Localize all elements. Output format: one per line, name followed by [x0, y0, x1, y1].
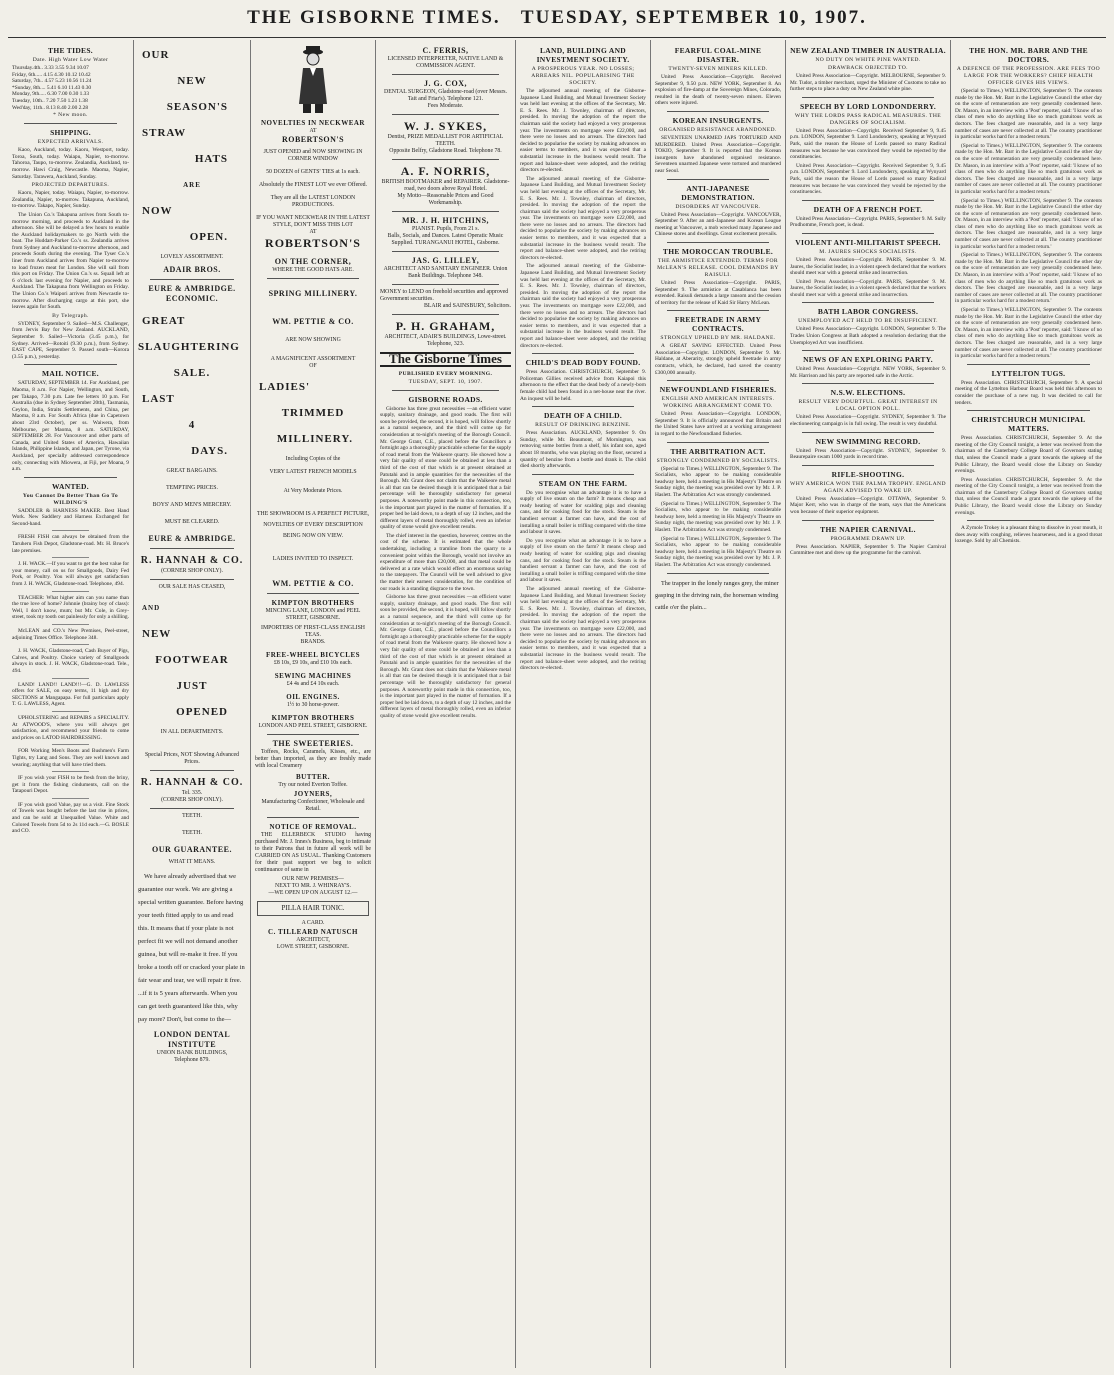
shipping-heading: SHIPPING.	[50, 128, 91, 138]
lowe-street: LOWE STREET, GISBORNE.	[276, 943, 350, 950]
wanted-heading: WANTED.	[52, 481, 89, 491]
londonderry-sub: WHY THE LORDS PASS RADICAL MEASURES. THE DANGERS OF SOCIALISM.	[794, 112, 942, 126]
tides-row: *Sunday, 8th.... 5.41 6.10 11.43 0.30	[12, 84, 92, 91]
butter: BUTTER.	[295, 773, 331, 781]
divider	[52, 711, 89, 712]
rifle-heading: RIFLE-SHOOTING.	[831, 469, 905, 479]
special-prices: Special Prices, NOT Showing Advanced Prices.	[144, 752, 240, 765]
telegraph-heading: By Telegraph.	[52, 312, 89, 319]
newfoundland-heading: NEWFOUNDLAND FISHERIES.	[659, 385, 777, 395]
barr-doctors-text: (Special to Times.) WELLINGTON, September 9. The contents made by the Hon. Mr. Barr in the Legislative Council the other day on the score of remuneration are very generally condemned here. Dr. Mason, in an interview with a 'Post' reporter, said: 'I know of no class of men who do anything like so much gratuitous work as doctors. The fees charged are reasonable, and in a very large number of cases are never collected at all. The country practitioner in particular works hard for a modest return.'	[955, 88, 1102, 141]
divider	[392, 211, 499, 212]
moroccan-sub: THE ARMISTICE EXTENDED. TERMS FOR McLEAN'S RELEASE. COOL DEMANDS BY RAISULI.	[657, 257, 779, 278]
tides-table	[12, 65, 129, 111]
korean-heading: KOREAN INSURGENTS.	[672, 115, 764, 125]
steam-farm-text: Do you recognise what an advantage it is to have a supply of live steam on the farm? It means cheap and ready heating of water for scalding pigs and cleaning cans, and for cooking food for the stock. Steam is the handiest servant a farmer can have, and the cost of installing a small boiler is trifling compared with the time and labour it saves.	[520, 489, 646, 536]
if-you-want: IF YOU WANT NECKWEAR IN THE LATEST STYLE, DON'T MISS THIS LOT	[256, 215, 370, 228]
land-society-heading: LAND, BUILDING AND INVESTMENT SOCIETY.	[536, 46, 630, 64]
sewing-machines: SEWING MACHINES	[274, 672, 352, 680]
must-be-cleared: MUST BE CLEARED.	[164, 519, 220, 525]
barr-doctors-text: (Special to Times.) WELLINGTON, September 9. The contents made by the Hon. Mr. Barr in the Legislative Council the other day on the score of remuneration are very generally condemned here. Dr. Mason, in an interview with a 'Post' reporter, said: 'I know of no class of men who do anything like so much gratuitous work as doctors. The fees charged are reasonable, and in a very large number of cases are never collected at all. The country practitioner in particular works hard for a modest return.'	[955, 307, 1102, 360]
of: OF	[309, 363, 317, 369]
exploring-party-heading: NEWS OF AN EXPLORING PARTY.	[803, 355, 933, 365]
masthead-rule	[8, 37, 1106, 38]
barr-doctors-text: (Special to Times.) WELLINGTON, September 9. The contents made by the Hon. Mr. Barr in the Legislative Council the other day on the score of remuneration are very generally condemned here. Dr. Mason, in an interview with a 'Post' reporter, said: 'I know of no class of men who do anything like so much gratuitous work as doctors. The fees charged are reasonable, and in a very large number of cases are never collected at all. The country practitioner in particular works hard for a modest return.'	[955, 252, 1102, 305]
anti-militarist-text: United Press Association—Copyright. PARIS, September 9. M. Jaures, the Socialist leader, in a violent speech declared that the workers should meet war with a general strike and insurrection.	[790, 256, 946, 277]
anti-militarist-sub: M. JAURES SHOCKS SOCIALISTS.	[819, 248, 917, 255]
fees: Fees Moderate.	[427, 103, 464, 109]
finest-lot: Absolutely the FINEST LOT we ever Offered.	[258, 182, 368, 188]
arbitration-text: (Special to Times.) WELLINGTON, September 9. The Socialists, who appear to be making considerable headway here, held a meeting in His Majesty's Theatre on Sunday night, the meeting was presided over by Mr. J. P. Haslett. The Arbitration Act was strongly condemned.	[655, 465, 781, 498]
projected-departures-heading: PROJECTED DEPARTURES.	[31, 182, 110, 189]
robertsons: ROBERTSON'S	[265, 236, 361, 250]
hitchins: MR. J. H. HITCHINS,	[401, 216, 490, 225]
nsw-elections-sub: RESULT VERY DOUBTFUL. GREAT INTEREST IN LOCAL OPTION POLL.	[798, 399, 938, 413]
nsw-elections-heading: N.S.W. ELECTIONS.	[830, 388, 906, 398]
death-child-sub: RESULT OF DRINKING BENZINE.	[535, 422, 631, 429]
joyners: JOYNERS,	[293, 790, 333, 798]
land-society-text: The adjourned annual meeting of the Gisborne-Japanese Land Building, and Mutual Investment Society was held last evening at the offices of the Secretary, Mr. E. S. Rees. Mr. J. Townley, chairman of directors, presided. In moving the adoption of the report the chairman said the society had enjoyed a very prosperous year. The investments on mortgage were £22,000, and there were no losses and no arrears. The directors had decided to popularise the society by making advances on easier terms to members, and it was expected that a substantial increase in the business would result. The report and balance-sheet were adopted, and the retiring directors re-elected.	[520, 263, 646, 349]
cox-sub: DENTAL SURGEON, Gladstone-road (over Messrs. Tait and Friar's). Telephone 121.	[384, 89, 507, 102]
divider	[967, 520, 1090, 521]
freetrade-text: A GREAT SAVING EFFECTED. United Press Association—Copyright. LONDON, September 9. Mr. Haldane, at Aberarity, strongly upheld freetrade in army contracts, which, he declared, had saved the country £300,000 annually.	[655, 343, 781, 376]
tides-row: Saturday, 7th.. 4.57 5.23 10.56 11.24	[12, 78, 92, 85]
arbitration-sub: STRONGLY CONDEMNED BY SOCIALISTS.	[656, 457, 780, 464]
divider	[24, 477, 117, 478]
telephone: Tel. 335.	[181, 790, 203, 796]
divider	[667, 242, 769, 243]
column-cables-2	[786, 40, 950, 1368]
classified-ad: J. H. WACK, Gladstone-road, Cash Buyer of Pigs, Calves, and Poultry. Choice variety of Smallgoods always in stock. J. H. WACK, Gladstone-road. Tele., 494.	[12, 648, 129, 674]
land-society-text: The adjourned annual meeting of the Gisborne-Japanese Land Building, and Mutual Investment Society was held last evening at the offices of the Secretary, Mr. E. S. Rees. Mr. J. Townley, chairman of directors, presided. In moving the adoption of the report the chairman said the society had enjoyed a very prosperous year. The investments on mortgage were £22,000, and there were no losses and no arrears. The directors had decided to popularise the society by making advances on easier terms to members, and it was expected that a substantial increase in the business would result. The report and balance-sheet were adopted, and the retiring directors re-elected.	[520, 88, 646, 174]
classified-ad: J. H. WACK.—If you want to get the best value for your money, call on us for Smallgoods, Dairy Fed Pork, or Poultry. You will always get satisfaction from J. H. WACK, Gladstone-road. Telephone, 494.	[12, 561, 129, 588]
showroom-text: THE SHOWROOM IS A PERFECT PICTURE, NOVELTIES OF EVERY DESCRIPTION BEING NOW ON VIEW.	[257, 511, 369, 539]
divider	[667, 380, 769, 381]
editorial-text: Gisborne has three great necessities —an efficient water supply, sanitary drainage, and good roads. The first will soon be provided, the second, it is hoped, will follow shortly as a natural sequence, and the third will come up for consideration at to-night's meeting of the Borough Council. Mr. George Grant, C.E., placed before the Councillors a fortnight ago a thoroughly practicable scheme for the supply of road metal from the Waikeore quarry. He showed how a very fair quality of stone could be obtained at less than a third of the cost of that which is at present obtained at Patutahi and in ample quantities for the necessities of the Borough. Mr. Grant does not claim that the Waikeore metal is all that can be desired though it is anticipated that a fair percentage will be thoroughly satisfactory for general purposes. A noteworthy point made in this connection, too, is the important part played in the matter of formation. If a proper bed be laid down, to a depth of say 12 inches, and the different layers of metal thoroughly rolled, even an inferior quality of stone would give excellent results.	[380, 594, 511, 719]
divider	[52, 798, 89, 799]
dental-address: UNION BANK BUILDINGS,	[156, 1050, 228, 1056]
napier-carnival-text: Press Association. NAPIER, September 9. The Napier Carnival Committee met and drew up the programme for the carnival.	[790, 543, 946, 557]
gisborne-times-nameplate: The Gisborne Times	[380, 352, 511, 367]
divider	[392, 314, 499, 315]
child-body-text: Press Association. CHRISTCHURCH, September 9. Policeman Gillies received advice from Kaiapoi this afternoon to the effect that the dead body of a newly-born female child had been found in a net-house near the river. An inquest will be held.	[520, 369, 646, 402]
mail-notice-heading: MAIL NOTICE.	[42, 369, 99, 379]
steam-farm-text: The adjourned annual meeting of the Gisborne-Japanese Land Building, and Mutual Investment Society was held last evening at the offices of the Secretary, Mr. E. S. Rees. Mr. J. Townley, chairman of directors, presided. In moving the adoption of the report the chairman said the society had enjoyed a very prosperous year. The investments on mortgage were £22,000, and there were no losses and no arrears. The directors had decided to popularise the society by making advances on easier terms to members, and it was expected that a substantial increase in the business would result. The report and balance-sheet were adopted, and the retiring directors re-elected.	[520, 586, 646, 672]
free-wheel-bicycles: FREE-WHEEL BICYCLES	[265, 651, 361, 659]
freetrade-sub: STRONGLY UPHELD BY MR. HALDANE.	[660, 335, 776, 342]
lyttelton-tugs-text: Press Association. CHRISTCHURCH, September 9. A special meeting of the Lyttelton Harbour Board was held this afternoon to consider the purchase of a new tug. It was decided to call for tenders.	[955, 379, 1102, 406]
norris-sub: BRITISH BOOTMAKER and REPAIRER. Gladstone-road, two doors above Royal Hotel.	[381, 179, 510, 192]
tides-note: * New moon.	[53, 112, 88, 119]
divider	[52, 771, 89, 772]
editorial-text: Gisborne has three great necessities —an efficient water supply, sanitary drainage, and good roads. The first will soon be provided, the second, it is hoped, will follow shortly as a natural sequence, and the third will come up for consideration at to-night's meeting of the Borough Council. Mr. George Grant, C.E., placed before the Councillors a fortnight ago a thoroughly practicable scheme for the supply of road metal from the Waikeore quarry. He showed how a very fair quality of stone could be obtained at less than a third of the cost of that which is at present obtained at Patutahi and in ample quantities for the necessities of the Borough. Mr. Grant does not claim that the Waikeore metal is all that can be desired though it is anticipated that a fair percentage will be thoroughly satisfactory for general purposes. A noteworthy point made in this connection, too, is the important part played in the matter of formation. If a proper bed be laid down, to a depth of say 12 inches, and the different layers of metal thoroughly rolled, even an inferior quality of stone would give excellent results.	[380, 405, 511, 531]
arbitration-heading: THE ARBITRATION ACT.	[670, 446, 766, 456]
death-child-text: Press Association. AUCKLAND, September 9. On Sunday, while Mr. Beaumont, of Mornington, was removing some bottles from a shelf, his infant son, aged about 18 months, who was playing on the floor, secured a quantity of benzine from a bottle and drank it. The child died shortly afterwards.	[520, 430, 646, 470]
newfoundland-text: United Press Association—Copyright. LONDON, September 9. It is officially announced that Britain and the United States have arrived at a working arrangement in regard to the Newfoundland fisheries.	[655, 411, 781, 438]
tides-row: Friday, 6th..... 4.15 4.30 10.12 10.42	[12, 71, 91, 78]
joyners-sub: Manufacturing Confectioner, Wholesale and Retail.	[261, 799, 365, 812]
londonderry-text: United Press Association—Copyright. Received September 9, 9.45 p.m. LONDON, September 9. Lord Londonderry, speaking at Wynyard Park, said the reason the House of Lords passed so many Radical measures was because he was convinced they would be rejected by the constituencies.	[790, 162, 946, 196]
moderate-prices: At Very Moderate Prices.	[283, 488, 343, 494]
a-card: A CARD.	[301, 919, 325, 926]
coal-disaster-text: United Press Association—Copyright. Received September 9, 9.50 p.m. NEW YORK, September 8. An explosion of fire-damp at the Sovereign Mines, Colorado, resulted in the death of twenty-seven miners. Eleven others were injured.	[655, 74, 781, 107]
spring-millinery: SPRING MILLINERY.	[268, 289, 358, 298]
london-dental-institute: LONDON DENTAL INSTITUTE	[153, 1030, 231, 1049]
child-body-heading: CHILD'S DEAD BODY FOUND.	[525, 358, 641, 368]
corner-shop: (CORNER SHOP ONLY).	[161, 797, 223, 803]
moroccan-heading: THE MOROCCAN TROUBLE.	[662, 246, 774, 256]
teeth-label: TEETH.	[182, 813, 202, 819]
divider	[802, 200, 934, 201]
classified-ad: IF you wish good Value, pay us a visit. Fine Stock of Towels was bought before the last rise in prices, and can be sold at Unequalled Value. White and Colored Towels from 5d to 2s 11d each.—G. BOSLE and CO.	[12, 801, 129, 835]
hannah-co: R. HANNAH & CO.	[140, 777, 244, 788]
importers: IMPORTERS OF FIRST-CLASS ENGLISH TEAS.	[261, 625, 365, 638]
new-footwear-ad: AND NEW FOOTWEAR JUST OPENED	[142, 604, 229, 718]
anti-militarist-text: United Press Association—Copyright. PARIS, September 9. M. Jaures, the Socialist leader, in a violent speech declared that the workers should meet war with a general strike and insurrection.	[790, 278, 946, 298]
sykes-sub: Dentist, PRIZE MEDALLIST FOR ARTIFICIAL TEETH.	[387, 134, 504, 147]
divider	[150, 808, 234, 809]
everton-toffee: Try our noted Everton Toffee.	[278, 782, 348, 788]
good-hats: WHERE THE GOOD HATS ARE.	[272, 267, 354, 273]
coal-disaster-heading: FEARFUL COAL-MINE DISASTER.	[674, 46, 762, 64]
at: AT	[309, 229, 317, 235]
kimpton-brothers: KIMPTON BROTHERS	[271, 714, 355, 722]
guarantee-text: We have already advertised that we guarantee our work. We are giving a special written guarantee. Before having your teeth fitted apply to us and read this. It means that if your plate is not perfect fit we will not demand another guinea, but will re-make it free. If you broke a tooth off or cracked your plate in fair wear and tear, we will repair it free. ...if it is 5 years afterwards. When you can get teeth guaranteed like this, why pay more? Don't, but come to the—	[138, 873, 245, 1023]
pettie-co: WM. PETTIE & CO.	[272, 579, 354, 588]
divider	[52, 557, 89, 558]
classified-ad: FOR Working Men's Boots and Bushmen's Farm Tights, try Lang and Sons. They are well known and wearing; anything that will have tried them.	[12, 748, 129, 768]
divider	[392, 159, 499, 160]
sykes: W. J. SYKES,	[403, 119, 488, 133]
divider	[532, 474, 634, 475]
land-society-sub: A PROSPEROUS YEAR. NO LOSSES; ARREARS NIL. POPULARISING THE SOCIETY.	[531, 66, 635, 86]
at: AT	[309, 128, 317, 134]
tides-row: Wed'day, 11th.. 8.13 8.40 2.00 2.28	[12, 104, 89, 111]
norris: A. F. NORRIS,	[400, 164, 491, 178]
newfoundland-sub: ENGLISH AND AMERICAN INTERESTS. WORKING ARRANGEMENT COME TO.	[661, 396, 775, 410]
removal-text: THE ELLERBECK STUDIO having purchased Mr. J. Innes's Business, beg to intimate to their Patrons that in future all work will be CARRIED ON AS USUAL. Thanking Customers for their past support we beg to solicit continuance of same in	[255, 832, 371, 873]
graham-sub: ARCHITECT, ADAIR'S BUILDINGS, Lowe-street. Telephone, 323.	[384, 334, 507, 347]
telegraph-text: SYDNEY, September 9. Sailed—M.S. Challenger, from Jervis Bay for New Zealand. AUCKLAND, September 9. Sailed—Victoria (3.45 p.m.), for Sydney. Arrived—Rotoiti (9.30 p.m.), from Sydney. EAST CAPE, September 9. Passed south—Korora (3.55 p.m.), yesterday.	[12, 320, 129, 360]
just-opened: JUST OPENED and NOW SHOWING IN CORNER WINDOW	[263, 149, 363, 162]
corner-shop: (CORNER SHOP ONLY).	[161, 568, 223, 574]
divider	[267, 734, 359, 735]
timber-heading: NEW ZEALAND TIMBER IN AUSTRALIA.	[790, 46, 946, 55]
divider	[150, 770, 234, 771]
land-society-text: The adjourned annual meeting of the Gisborne-Japanese Land Building, and Mutual Investment Society was held last evening at the offices of the Secretary, Mr. E. S. Rees. Mr. J. Townley, chairman of directors, presided. In moving the adoption of the report the chairman said the society had enjoyed a very prosperous year. The investments on mortgage were £22,000, and there were no losses and no arrears. The directors had decided to popularise the society by making advances on easier terms to members, and it was expected that a substantial increase in the business would result. The report and balance-sheet were adopted, and the retiring directors re-elected.	[520, 175, 646, 261]
column-cables-1	[651, 40, 785, 1368]
gents-ties: 50 DOZEN of GENTS' TIES at 1s each.	[266, 169, 360, 175]
arbitration-text: (Special to Times.) WELLINGTON, September 9. The Socialists, who appear to be making considerable headway here, held a meeting in His Majesty's Theatre on Sunday night, the meeting was presided over by Mr. J. P. Haslett. The Arbitration Act was strongly condemned.	[655, 535, 781, 568]
oil-engines: OIL ENGINES.	[286, 693, 340, 701]
dental-telephone: Telephone 879.	[174, 1057, 210, 1063]
french-poet-heading: DEATH OF A FRENCH POET.	[813, 204, 923, 214]
classified-ad: SADDLER & HARNESS MAKER. Best Hand Work. New Saddlery and Harness Exchanged for Second-hand.	[12, 507, 129, 527]
classified-ad: FRESH FISH can always be obtained from the Taruheru Fish Depot, Gladstone-road. Mr. H. Bruce's late premises.	[12, 534, 129, 554]
classified-ad: TEACHER: What higher aim can you name than the true love of home? Johnnie (brainy boy of class): Well, I don't know, mum; but Mr. Cole, in Grey-street, took my tooth out painlessly for only a shilling.	[12, 594, 129, 621]
published-every-morning: PUBLISHED EVERY MORNING.	[398, 370, 493, 377]
divider	[267, 593, 359, 594]
editorial-heading: GISBORNE ROADS.	[408, 394, 483, 404]
tides-row: Thursday.4th.. 3.33 3.55 9.34 10.07	[12, 65, 89, 71]
new-premises: OUR NEW PREMISES—	[282, 876, 344, 882]
trimmed-millinery-ad: LADIES' TRIMMED MILLINERY.	[259, 381, 353, 445]
divider	[52, 644, 89, 645]
divider	[667, 179, 769, 180]
eure-ambridge: EURE & AMBRIDGE.	[148, 284, 236, 293]
divider	[150, 279, 234, 280]
column-professional-editorial	[376, 40, 515, 1368]
divider	[667, 310, 769, 311]
sykes-address: Opposite Belfry, Gladstone Road. Telephone 78.	[389, 148, 502, 154]
great-bargains: GREAT BARGAINS.	[166, 468, 218, 474]
sale-ceased: OUR SALE HAS CEASED,	[158, 584, 226, 590]
expected-arrivals-text: Kaoo, Auckland, today. Kaoru, Westport, today. Toroa, South, today. Waiapu, Napier, to-morrow. Tahoroa, Taupo, to-morrow. Zealandia, Auckland, to-morrow. Hawi Craig, Newcastle. Maoma, Napier, Saturday. Tarawera, Auckland, Sunday.	[12, 147, 129, 180]
french-poet-text: United Press Association—Copyright. PARIS, September 9. M. Sully Prudhomme, French poet, is dead.	[790, 215, 946, 229]
natusch: C. TILLEARD NATUSCH	[268, 927, 358, 936]
timber-text: United Press Association—Copyright. MELBOURNE, September 9. Mr. Tudor, a timber merchant, urged the Minister of Customs to take no further steps to place a duty on New Zealand white pine.	[790, 73, 946, 93]
tides-heading: THE TIDES.	[48, 46, 93, 55]
what-it-means: WHAT IT MEANS.	[168, 859, 216, 865]
divider	[392, 114, 499, 115]
divider	[52, 678, 89, 679]
are-now-showing: ARE NOW SHOWING	[285, 337, 341, 343]
engine-hp: 1½ to 30 horse-power.	[286, 702, 339, 708]
anti-japanese-sub: DISORDERS AT VANCOUVER.	[675, 203, 761, 210]
kimpton-brothers: KIMPTON BROTHERS	[271, 599, 355, 607]
classified-ad: LAND! LAND!! LAND!!!—G. D. LAWLESS offers for SALE, on easy terms, 11 high and dry SECTIONS at Mangapapa. For full particulars apply T. G. LAWLESS, Agent.	[12, 681, 129, 708]
mail-notice-text: SATURDAY, SEPTEMBER 14. For Auckland, per Maoma, 8 a.m. For Napier, Wellington, and South, per Takapo, 7.30 p.m. Late fee letters 10 p.m. For Australia (due in Sydney September 20th), Tasmania, Ceylon, India, Straits Settlements, and China, per Maoma, 8 a.m. For South Africa (due in Capetown about 23rd October), per ss. Waiwera, from Melbourne, per Maoma, 8 a.m. SATURDAY, SEPTEMBER 28. For Vancouver and other parts of Canada, and United States of America, Hawaiian Islands, Philippine Islands, and Japan, per Tyrone, via Auckland, per specially addressed correspondence only, connecting with Miowera, at Fiji, per Moana, 9 a.m.	[12, 380, 129, 473]
korean-text: SEVENTEEN UNARMED JAPS TORTURED AND MURDERED. United Press Association—Copyright. TOKIO, September 9. It is reported that the Korean insurgents have abandoned organised resistance. Seventeen unarmed Japanese were tortured and murdered near Seoul.	[655, 134, 781, 174]
divider	[392, 390, 499, 391]
cox: J. G. COX,	[424, 79, 467, 88]
anti-japanese-text: United Press Association—Copyright. VANCOUVER, September 9. After an anti-Japanese and Korean League meeting at Vancouver, a mob wrecked many Japanese and Chinese stores and dwellings. Great excitement prevails.	[655, 211, 781, 238]
french-models: VERY LATEST FRENCH MODELS	[269, 469, 357, 475]
bicycle-prices: £8 10s, £9 10s, and £10 10s each.	[274, 660, 352, 666]
ladies-invited: LADIES INVITED TO INSPECT.	[272, 556, 354, 562]
norris-motto: My Motto—Reasonable Prices and Good Workmanship.	[397, 193, 494, 206]
expected-arrivals-heading: EXPECTED ARRIVALS.	[37, 139, 104, 146]
editorial-text: The chief interest in the question, however, centres on the cost of the scheme. It is estimated that the whole undertaking, including a tramline from the quarry to a convenient point within the Borough, would not involve an expenditure of more than £20,000, and that metal could be delivered at a rate which would effect an enormous saving to the ratepayers. The Council will be well advised to give the matter their earnest consideration, for the condition of our roads is a standing disgrace to the town.	[380, 532, 511, 592]
tides-columns: Date. High Water Low Water	[32, 57, 109, 63]
classified-ad: McLEAN and CO.'s New Premises, Peel-street, adjoining Times Office. Telephone 348.	[12, 628, 129, 641]
swimming-text: United Press Association—Copyright. SYDNEY, September 9. Beaurepaire swam 1000 yards in record time.	[790, 447, 946, 461]
tempting-prices: TEMPTING PRICES.	[166, 485, 218, 491]
classified-ad: UPHOLSTERING and REPAIRS a SPECIALITY. At ATWOOD'S, where you will always get satisfaction, and recommend your friends to come and prices on LATOD HAIRDRESSING.	[12, 714, 129, 741]
issue-date: TUESDAY, SEPT. 10, 1907.	[408, 378, 483, 385]
divider	[532, 406, 634, 407]
bath-congress-heading: BATH LABOR CONGRESS.	[817, 307, 919, 317]
sweeteries-text: Toffees, Rocks, Caramels, Kisses, etc., are better than imported, as they are freshly made with local Creamery	[255, 749, 371, 769]
poem-text: The trapper in the lonely ranges grey, the miner gasping in the driving rain, the horseman winding cattle o'er the plain...	[655, 579, 779, 611]
barr-doctors-heading: THE HON. MR. BARR AND THE DOCTORS.	[969, 46, 1088, 64]
divider	[52, 744, 89, 745]
tides-row: Monday, 9th..... 6.30 7.00 0.30 1.33	[12, 91, 90, 98]
column-tides-shipping	[8, 40, 133, 1368]
hannah-co: R. HANNAH & CO.	[140, 555, 244, 566]
next-to: NEXT TO MR. J. WHINRAY'S.	[275, 883, 351, 889]
divider	[802, 520, 934, 521]
money-to-lend: MONEY to LEND on freehold securities and approved Government securities.	[380, 289, 509, 302]
divider	[802, 233, 934, 234]
divider	[150, 579, 234, 580]
napier-carnival-sub: PROGRAMME DRAWN UP.	[830, 535, 906, 542]
lyttelton-tugs-heading: LYTTELTON TUGS.	[991, 368, 1066, 378]
straw-hats-ad: OUR NEW SEASON'S STRAW HATS ARE NOW OPEN.	[142, 49, 228, 243]
divider	[267, 817, 359, 818]
kimpton-address: LONDON AND PEEL STREET, GISBORNE.	[258, 723, 368, 729]
divider	[52, 591, 89, 592]
ferris-sub: LICENSED INTERPRETER, NATIVE LAND & COMMISSION AGENT.	[387, 56, 504, 69]
projected-departures-text: Kaoru, Napier, today. Waiapu, Napier, to-morrow. Zealandia, Napier, to-morrow. Takapuna, Auckland, to-morrow. Takapo, Napier, Sunday.	[12, 190, 129, 210]
pettie-co: WM. PETTIE & CO.	[272, 317, 354, 326]
christchurch-municipal-text: Press Association. CHRISTCHURCH, September 9. At the meeting of the City Council tonight, a letter was received from the chairman of the Canterbury College Board of Governors stating that, unless the Council made a grant towards the upkeep of the Public Library, the Board would close the Library on Sunday evenings.	[955, 476, 1102, 516]
pilla-hair-tonic-ad: PILLA HAIR TONIC.	[257, 901, 369, 916]
bath-congress-sub: UNEMPLOYED ACT HELD TO BE INSUFFICIENT.	[798, 318, 938, 325]
teeth-label: TEETH.	[182, 830, 202, 836]
novelties-neckwear: NOVELTIES IN NECKWEAR	[261, 119, 365, 127]
shipping-body: The Union Co.'s Takapuna arrives from South to-morrow morning, and proceeds to Auckland in the afternoon. She will be delayed a few hours to enable the Auckland holidaymakers to go North with the boat. The Huddart-Parker Co.'s ss. Zealandia arrives from Sydney and Auckland to-morrow afternoon, and proceeds South during the evening. The Tyser Co.'s liner from Auckland arrives from Napier to-morrow to load frozen meat for London. She will sail from this port on Friday. The Union Co.'s ss. Squall left at 6 o'clock last evening for Napier, and proceeds to Auckland. The Takapuna from Wellington on Friday. The Union Co.'s Waipori arrives from Newcastle to-morrow. After discharging cargo at this port, she leaves again for South.	[12, 211, 129, 311]
hitchins-sub: PIANIST. Pupils, From 21 s.	[411, 226, 480, 232]
sewing-prices: £4 4s and £4 10s each.	[286, 681, 340, 687]
tides-row: Tuesday, 10th.. 7.20 7.50 1.23 1.38	[12, 97, 88, 104]
guarantee-heading: OUR GUARANTEE.	[152, 845, 232, 854]
divider	[52, 530, 89, 531]
masthead-title: THE GISBORNE TIMES. TUESDAY, SEPTEMBER 10, 1907.	[247, 7, 867, 28]
divider	[802, 465, 934, 466]
classified-ad: IF you wish your FISH to be fresh from the briny, get it from the fishing cinduments, call on the Tatapouri Depot.	[12, 775, 129, 795]
steam-farm-heading: STEAM ON THE FARM.	[538, 478, 628, 488]
timber-sub: NO DUTY ON WHITE PINE WANTED.	[815, 57, 921, 63]
swimming-heading: NEW SWIMMING RECORD.	[815, 436, 921, 446]
kimpton-address: MINCING LANE, LONDON and PEEL STREET, GISBORNE.	[265, 608, 361, 621]
anti-militarist-heading: VIOLENT ANTI-MILITARIST SPEECH.	[795, 237, 941, 247]
latest-productions: They are all the LATEST LONDON PRODUCTIONS.	[270, 195, 356, 208]
barr-doctors-text: (Special to Times.) WELLINGTON, September 9. The contents made by the Hon. Mr. Barr in the Legislative Council the other day on the score of remuneration are very generally condemned here. Dr. Mason, in an interview with a 'Post' reporter, said: 'I know of no class of men who do anything like so much gratuitous work as doctors. The fees charged are reasonable, and in a very large number of cases are never collected at all. The country practitioner in particular works hard for a modest return.'	[955, 142, 1102, 195]
divider	[392, 251, 499, 252]
hitchins-text: Balls, Socials, and Dances. Latest Operatic Music Supplied. TURANGANUI HOTEL, Gisborne.	[387, 233, 504, 246]
divider	[967, 364, 1090, 365]
divider	[52, 624, 89, 625]
notice-of-removal: NOTICE OF REMOVAL.	[269, 823, 357, 831]
londonderry-text: United Press Association—Copyright. Received September 9, 9.45 p.m. LONDON, September 9. Lord Londonderry, speaking at Wynyard Park, said the reason the House of Lords passed so many Radical measures was because he was convinced they would be rejected by the constituencies.	[790, 127, 946, 161]
divider	[667, 442, 769, 443]
adair-bros: ADAIR BROS.	[163, 265, 221, 274]
steam-farm-text: Do you recognise what an advantage it is to have a supply of live steam on the farm? It means cheap and ready heating of water for scalding pigs and cleaning cans, and for cooking food for the stock. Steam is the handiest servant a farmer can have, and the cost of installing a small boiler is trifling compared with the time and labour it saves.	[520, 537, 646, 584]
exploring-party-text: United Press Association—Copyright. NEW YORK, September 9. Mr. Harrison and his party are reported safe in the Arctic.	[790, 366, 946, 379]
divider	[667, 573, 769, 574]
divider	[532, 353, 634, 354]
economic: ECONOMIC.	[165, 294, 219, 303]
column-advertisements-1	[134, 40, 250, 1368]
graham: P. H. GRAHAM,	[395, 319, 496, 333]
masthead	[0, 0, 1114, 38]
rifle-sub: WHY AMERICA WON THE PALMA TROPHY. ENGLAND AGAIN ADVISED TO WAKE UP.	[790, 480, 946, 494]
nsw-elections-text: United Press Association—Copyright. SYDNEY, September 9. The electioneering campaign is in full swing. The result is very doubtful.	[790, 414, 946, 428]
rifle-text: United Press Association—Copyright. OTTAWA, September 9. Major Kerr, who was in charge of the team, says that the Americans won because of their superior equipment.	[790, 495, 946, 515]
slaughtering-sale-ad: GREAT SLAUGHTERING SALE. LAST 4 DAYS.	[138, 315, 240, 457]
arbitration-text: (Special to Times.) WELLINGTON, September 9. The Socialists, who appear to be making considerable headway here, held a meeting in His Majesty's Theatre on Sunday night, the meeting was presided over by Mr. J. P. Haslett. The Arbitration Act was strongly condemned.	[655, 500, 781, 533]
column-news-1	[516, 40, 650, 1368]
column-advertisements-2	[251, 40, 375, 1368]
divider	[24, 364, 117, 365]
eure-ambridge: EURE & AMBRIDGE.	[148, 534, 236, 543]
divider	[392, 284, 499, 285]
drawback: DRAWBACK OBJECTED TO.	[827, 65, 908, 71]
londonderry-heading: SPEECH BY LORD LONDONDERRY.	[799, 101, 937, 111]
including-copies: Including Copies of the	[285, 456, 341, 462]
moroccan-text: United Press Association—Copyright. PARIS, September 9. The armistice at Casablanca has been extended. Raisuli demands a large ransom and the cession of territory for the release of Kaid Sir Harry McLean.	[655, 279, 781, 306]
lovely-assortment: LOVELY ASSORTMENT.	[160, 254, 224, 260]
brands: BRANDS.	[300, 639, 326, 645]
lilley: JAS. G. LILLEY,	[411, 256, 480, 265]
mercery: BOYS' AND MEN'S MERCERY.	[152, 502, 232, 508]
wanted-title: You Cannot Do Better Than Go To WILDING'S	[22, 492, 119, 506]
robertsons: ROBERTSON'S	[281, 135, 345, 144]
lilley-sub: ARCHITECT AND SANITARY ENGINEER. Union Bank Buildings. Telephone 348.	[383, 266, 508, 279]
ferris: C. FERRIS,	[422, 46, 469, 55]
divider	[392, 74, 499, 75]
gentleman-illustration	[285, 44, 341, 114]
divider	[802, 302, 934, 303]
anti-japanese-heading: ANTI-JAPANESE DEMONSTRATION.	[681, 183, 755, 202]
christchurch-municipal-heading: CHRISTCHURCH MUNICIPAL MATTERS.	[971, 415, 1086, 434]
divider	[667, 111, 769, 112]
on-the-corner: ON THE CORNER,	[274, 257, 352, 266]
napier-carnival-heading: THE NAPIER CARNIVAL.	[820, 524, 916, 534]
korean-sub: ORGANISED RESISTANCE ABANDONED.	[659, 126, 777, 133]
divider	[150, 548, 234, 549]
zymole-ad: A Zymole Trokey is a pleasant thing to dissolve in your mouth, it does away with coughing, relieves hoarseness, and is a good throat lozenge. Sold by all Chemists.	[955, 525, 1102, 545]
divider	[802, 432, 934, 433]
divider	[802, 350, 934, 351]
divider	[267, 278, 359, 279]
divider	[24, 123, 117, 124]
divider	[802, 383, 934, 384]
all-departments: IN ALL DEPARTMENTS.	[160, 729, 224, 735]
death-child-heading: DEATH OF A CHILD.	[543, 411, 623, 421]
magnificent-assortment: A MAGNIFICENT ASSORTMENT	[270, 356, 356, 362]
barr-doctors-text: (Special to Times.) WELLINGTON, September 9. The contents made by the Hon. Mr. Barr in the Legislative Council the other day on the score of remuneration are very generally condemned here. Dr. Mason, in an interview with a 'Post' reporter, said: 'I know of no class of men who do anything like so much gratuitous work as doctors. The fees charged are reasonable, and in a very large number of cases are never collected at all. The country practitioner in particular works hard for a modest return.'	[955, 197, 1102, 250]
column-news-2	[951, 40, 1106, 1368]
blair-sainsbury: BLAIR and SAINSBURY, Solicitors.	[423, 303, 511, 309]
we-open: —WE OPEN UP ON AUGUST 12.—	[268, 890, 358, 896]
sweeteries: THE SWEETERIES.	[272, 739, 354, 748]
barr-doctors-sub: A DEFENCE OF THE PROFESSION. ARE FEES TOO LARGE FOR THE WORKERS? CHIEF HEALTH OFFICER GIVES HIS VIEWS.	[956, 66, 1101, 86]
christchurch-municipal-text: Press Association. CHRISTCHURCH, September 9. At the meeting of the City Council tonight, a letter was received from the chairman of the Canterbury College Board of Governors stating that, unless the Council made a grant towards the upkeep of the Public Library, the Board would close the Library on Sunday evenings.	[955, 435, 1102, 475]
divider	[802, 97, 934, 98]
coal-disaster-sub: TWENTY-SEVEN MINERS KILLED.	[668, 66, 768, 72]
divider	[967, 410, 1090, 411]
freetrade-heading: FREETRADE IN ARMY CONTRACTS.	[674, 315, 762, 334]
architect: ARCHITECT,	[296, 936, 330, 943]
bath-congress-text: United Press Association—Copyright. LONDON, September 9. The Trades Union Congress at Bath adopted a resolution declaring that the Unemployed Act was insufficient.	[790, 326, 946, 346]
